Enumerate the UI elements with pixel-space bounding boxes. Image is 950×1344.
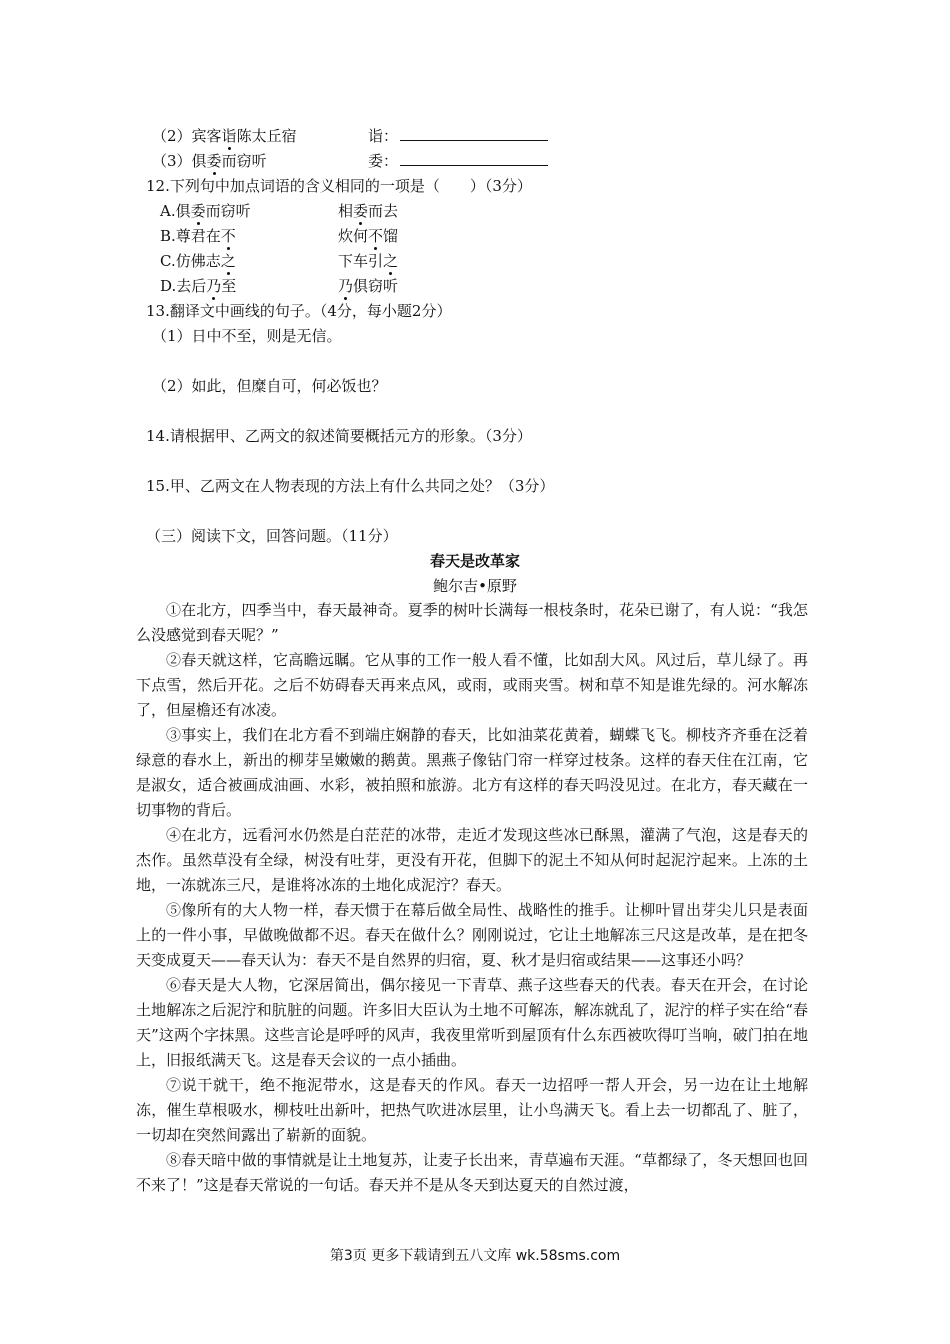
article-author: 鲍尔吉•原野: [433, 577, 517, 595]
page-footer: 第3页 更多下载请到五八文库 wk.58sms.com: [329, 1248, 621, 1264]
section3-heading: （三）阅读下文，回答问题。（11分）: [146, 527, 398, 545]
article-paragraph-4: ④在北方，远看河水仍然是白茫茫的冰带，走近才发现这些冰已酥黑，灌满了气泡，这是春天的杰作。虽然草没有全绿，树没有吐芽，更没有开花，但脚下的泥土不知从何时起泥泞起来。上冻的土地，一冻就冻三尺，是谁将冰冻的土地化成泥泞？春天。: [136, 826, 808, 894]
q11-item-2-dot-word: 诣: [221, 127, 237, 145]
q12-option-d-right: 乃俱窃听: [338, 277, 399, 295]
q12-option-c-left: C.仿佛志之: [160, 252, 236, 270]
q13-item-1: （1）日中不至，则是无信。: [152, 327, 342, 345]
q13-stem: 13.翻译文中画线的句子。（4分，每小题2分）: [146, 302, 452, 320]
article-title: 春天是改革家: [429, 552, 520, 570]
q11-item-3: [152, 151, 267, 171]
article-paragraph-1: ①在北方，四季当中，春天最神奇。夏季的树叶长满每一根枝条时，花朵已谢了，有人说：“我怎么没感觉到春天呢？”: [136, 601, 808, 644]
q11-item-3-answer: [368, 151, 548, 171]
q11-item-2-label: 诣：: [368, 127, 399, 145]
q15-stem: 15.甲、乙两文在人物表现的方法上有什么共同之处？（3分）: [146, 477, 555, 495]
q11-item-2-post: 陈太丘宿: [236, 127, 297, 145]
q12-option-d-left: D.去后乃至: [160, 277, 237, 295]
q11-item-2-answer: [368, 126, 548, 146]
q13-item-2: （2）如此，但糜自可，何必饭也？: [152, 377, 387, 395]
article-paragraph-2: ②春天就这样，它高瞻远瞩。它从事的工作一般人看不懂，比如刮大风。风过后，草儿绿了。再下点雪，然后开花。之后不妨碍春天再来点风，或雨，或雨夹雪。树和草不知是谁先绿的。河水解冻了，但屋檐还有冰凌。: [136, 651, 808, 719]
q12-option-a-right: 相委而去: [338, 202, 399, 220]
q14-stem: 14.请根据甲、乙两文的叙述简要概括元方的形象。（3分）: [146, 427, 532, 445]
q12-option-c-right: 下车引之: [338, 252, 399, 270]
q11-item-3-pre: （3）俱: [152, 152, 207, 170]
article-paragraph-8: ⑧春天暗中做的事情就是让土地复苏，让麦子长出来，青草遍布天涯。“草都绿了，冬天想回也回不来了！”这是春天常说的一句话。春天并不是从冬天到达夏天的自然过渡，: [136, 1151, 808, 1194]
q12-option-a-left: A.俱委而窃听: [160, 202, 251, 220]
q12-option-b-left: B.尊君在不: [160, 227, 236, 245]
q11-item-3-dot-word: 委: [206, 152, 222, 170]
article-paragraph-6: ⑥春天是大人物，它深居简出，偶尔接见一下青草、燕子这些春天的代表。春天在开会，在讨论土地解冻之后泥泞和肮脏的问题。许多旧大臣认为土地不可解冻，解冻就乱了，泥泞的样子实在给“春天”这两个字抹黑。这些言论是呼呼的风声，我夜里常听到屋顶有什么东西被吹得叮当响，破门拍在地上，旧报纸满天飞。这是春天会议的一点小插曲。: [136, 976, 808, 1069]
answer-blank[interactable]: [400, 151, 548, 166]
article-paragraph-7: ⑦说干就干，绝不拖泥带水，这是春天的作风。春天一边招呼一帮人开会，另一边在让土地解冻，催生草根吸水，柳枝吐出新叶，把热气吹进冰层里，让小鸟满天飞。看上去一切都乱了、脏了，一切却在突然间露出了崭新的面貌。: [136, 1076, 808, 1144]
q12-option-b-right: 炊何不馏: [338, 227, 399, 245]
q11-item-2: [152, 126, 297, 146]
article-paragraph-3: ③事实上，我们在北方看不到端庄娴静的春天，比如油菜花黄着，蝴蝶飞飞。柳枝齐齐垂在泛着绿意的春水上，新出的柳芽呈嫩嫩的鹅黄。黑燕子像钻门帘一样穿过枝条。这样的春天住在江南，它是淑女，适合被画成油画、水彩，被拍照和旅游。北方有这样的春天吗没见过。在北方，春天藏在一切事物的背后。: [136, 726, 808, 819]
answer-blank[interactable]: [400, 126, 548, 141]
q11-item-3-post: 而窃听: [221, 152, 267, 170]
article-paragraph-5: ⑤像所有的大人物一样，春天惯于在幕后做全局性、战略性的推手。让柳叶冒出芽尖儿只是表面上的一件小事，早做晚做都不迟。春天在做什么？刚刚说过，它让土地解冻三尺这是改革，是在把冬天变成夏天——春天认为：春天不是自然界的归宿，夏、秋才是归宿或结果——这事还小吗？: [136, 901, 808, 969]
q11-item-2-pre: （2）宾客: [152, 127, 222, 145]
q11-item-3-label: 委：: [368, 152, 399, 170]
q12-stem: 12.下列句中加点词语的含义相同的一项是（ ）（3分）: [146, 177, 532, 195]
article-body: [136, 598, 808, 1198]
